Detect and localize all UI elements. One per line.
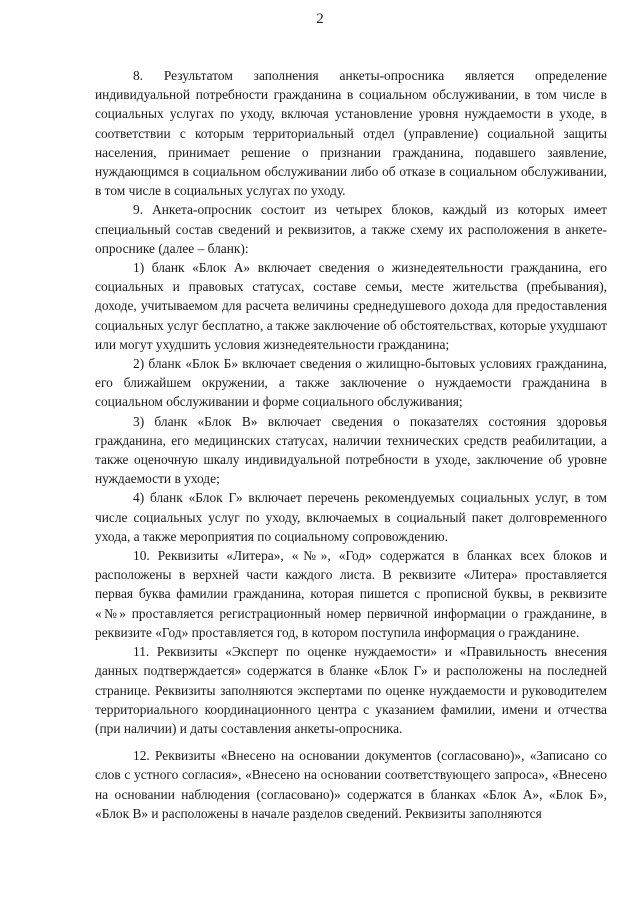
- paragraph-8: 8. Результатом заполнения анкеты-опросника является определение индивидуальной потребности гражданина в социальном обслуживании, в том числе в социальных услугах по уходу, включая установление уровня нуждаемости в уходе, в соответствии с которым территориальный отдел (управление) социальной защиты населения, принимает решение о признании гражданина, подавшего заявление, нуждающимся в социальном обслуживании либо об отказе в социальном обслуживании, в том числе в социальных услугах по уходу.: [95, 68, 607, 199]
- document-body: [95, 66, 607, 823]
- paragraph-10: 10. Реквизиты «Литера», «№», «Год» содержатся в бланках всех блоков и расположены в верхней части каждого листа. В реквизите «Литера» проставляется первая буква фамилии гражданина, которая пишется с прописной буквы, в реквизите «№» проставляется регистрационный номер первичной информации о гражданине, в реквизите «Год» проставляется год, в котором поступила информация о гражданине.: [95, 548, 607, 640]
- list-item-block-b: 2) бланк «Блок Б» включает сведения о жилищно-бытовых условиях гражданина, его ближайшем окружении, а также заключение о нуждаемости гражданина в социальном обслуживании и форме социального обслуживания;: [95, 356, 607, 410]
- paragraph-9: 9. Анкета-опросник состоит из четырех блоков, каждый из которых имеет специальный состав сведений и реквизитов, а также схему их расположения в анкете-опроснике (далее – бланк):: [95, 202, 607, 256]
- list-item-block-g: 4) бланк «Блок Г» включает перечень рекомендуемых социальных услуг, в том числе социальных услуг по уходу, включаемых в социальный пакет долговременного ухода, а также мероприятия по социальному сопровождению.: [95, 490, 607, 544]
- paragraph-11: 11. Реквизиты «Эксперт по оценке нуждаемости» и «Правильность внесения данных подтверждается» содержатся в бланке «Блок Г» и расположены на последней странице. Реквизиты заполняются экспертами по оценке нуждаемости и руководителем территориального координационного центра с указанием фамилии, имени и отчества (при наличии) и даты составления анкеты-опросника.: [95, 644, 607, 736]
- page-number: 2: [316, 11, 324, 27]
- list-item-block-a: 1) бланк «Блок А» включает сведения о жизнедеятельности гражданина, его социальных и правовых статусах, составе семьи, месте жительства (пребывания), доходе, учитываемом для расчета величины среднедушевого дохода для предоставления социальных услуг бесплатно, а также заключение об обстоятельствах, которые ухудшают или могут ухудшить условия жизнедеятельности гражданина;: [95, 260, 607, 352]
- paragraph-12: 12. Реквизиты «Внесено на основании документов (согласовано)», «Записано со слов с устного согласия», «Внесено на основании соответствующего запроса», «Внесено на основании наблюдения (согласовано)» содержатся в бланках «Блок А», «Блок Б», «Блок В» и расположены в начале разделов сведений. Реквизиты заполняются: [95, 748, 607, 821]
- list-item-block-v: 3) бланк «Блок В» включает сведения о показателях состояния здоровья гражданина, его медицинских статусах, наличии технических средств реабилитации, а также оценочную шкалу индивидуальной потребности в уходе, заключение об уровне нуждаемости в уходе;: [95, 413, 607, 487]
